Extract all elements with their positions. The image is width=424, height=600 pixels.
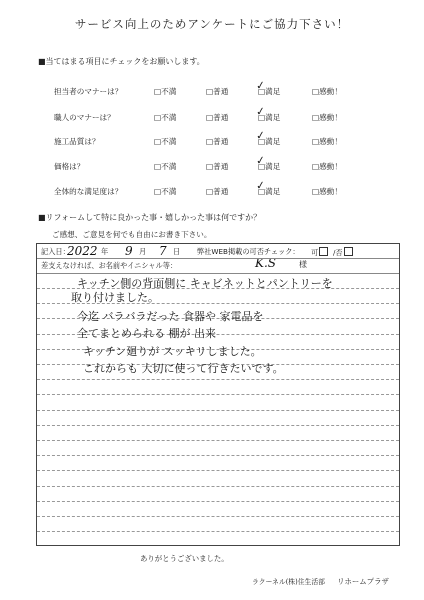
month-label: 月	[139, 247, 147, 256]
check-mark-icon: ✓	[255, 178, 267, 193]
company-name: ラクーネル(株)住生活部	[252, 578, 325, 586]
section-subheading: ご感想、ご意見を何でも自由にお書き下さい。	[52, 230, 212, 239]
ruled-line	[37, 425, 399, 426]
rating-option[interactable]	[312, 136, 342, 147]
web-permission-label: 弊社WEB掲載の可否チェック：	[197, 247, 300, 256]
rating-option[interactable]	[255, 178, 281, 197]
handwritten-line: これからも 大切に使って行きたいです。	[83, 362, 284, 375]
ruled-line	[37, 410, 399, 411]
ruled-line	[37, 440, 399, 441]
check-mark-icon: ✓	[255, 128, 267, 143]
ruled-line	[37, 531, 399, 532]
date-year: 2022	[67, 244, 98, 258]
rating-option-label: □不満	[154, 187, 177, 196]
ruled-line	[37, 455, 399, 456]
shop-name: リホームプラザ	[337, 577, 389, 586]
rating-option[interactable]	[154, 112, 176, 123]
comment-form	[36, 243, 400, 546]
day-label: 日	[173, 247, 181, 256]
rating-option-label: □感動！	[312, 162, 342, 171]
rating-option[interactable]	[312, 112, 342, 123]
rating-option-label: □満足	[258, 137, 281, 146]
rating-option-label: □満足	[258, 87, 281, 96]
customer-initials: K.S	[255, 256, 276, 270]
rating-option-label: □感動！	[312, 87, 342, 96]
question-row	[36, 104, 396, 124]
page-title: サービス向上のためアンケートにご協力下さい！	[74, 17, 350, 31]
footer	[252, 576, 389, 587]
ruled-line	[37, 516, 399, 517]
rating-option-label: □普通	[206, 87, 229, 96]
rating-option-label: □不満	[154, 113, 177, 122]
rating-option[interactable]	[206, 86, 228, 97]
web-yes-option[interactable]: 可	[311, 247, 329, 258]
ruled-line	[37, 486, 399, 487]
rating-option[interactable]	[255, 153, 281, 172]
thanks-text: ありがとうございました。	[140, 554, 229, 563]
web-no-option[interactable]: /否	[333, 247, 354, 258]
question-label: 価格は？	[54, 162, 85, 171]
rating-option[interactable]	[154, 136, 176, 147]
question-row	[36, 78, 396, 98]
honorific-label: 様	[299, 260, 307, 269]
handwritten-line: キッチン側の背面側に キャビネットとパントリーを	[77, 277, 333, 290]
section-heading-good-points: ■リフォームして特に良かった事・嬉しかった事は何ですか？	[38, 213, 262, 222]
date-month: 9	[125, 244, 133, 258]
handwritten-line: 全てまとめられる 棚が 出来	[77, 327, 216, 340]
ruled-line	[37, 258, 399, 259]
question-row	[36, 128, 396, 148]
rating-option[interactable]	[154, 161, 176, 172]
question-row	[36, 178, 396, 198]
rating-option[interactable]	[255, 128, 281, 147]
rating-option-label: □満足	[258, 187, 281, 196]
rating-option-label: □不満	[154, 87, 177, 96]
rating-option[interactable]	[312, 161, 342, 172]
rating-option-label: □感動！	[312, 113, 342, 122]
rating-option-label: □普通	[206, 187, 229, 196]
rating-option-label: □満足	[258, 113, 281, 122]
rating-option[interactable]	[154, 86, 176, 97]
check-mark-icon: ✓	[255, 153, 267, 168]
rating-option[interactable]	[206, 136, 228, 147]
instruction-text: ■当てはまる項目にチェックをお願いします。	[38, 57, 205, 66]
rating-option-label: □普通	[206, 137, 229, 146]
rating-option-label: □感動！	[312, 187, 342, 196]
question-label: 全体的な満足度は？	[54, 187, 123, 196]
rating-option-label: □不満	[154, 162, 177, 171]
rating-option-label: □満足	[258, 162, 281, 171]
handwritten-line: 取り付けました。	[71, 291, 159, 304]
date-label: 記入日：	[41, 247, 70, 256]
rating-option-label: □普通	[206, 113, 229, 122]
check-mark-icon: ✓	[255, 78, 267, 93]
year-label: 年	[101, 247, 109, 256]
question-label: 担当者のマナーは？	[54, 87, 123, 96]
rating-option-label: □不満	[154, 137, 177, 146]
rating-option[interactable]	[206, 161, 228, 172]
ruled-line	[37, 394, 399, 395]
ruled-line	[37, 379, 399, 380]
rating-option[interactable]	[206, 186, 228, 197]
handwritten-line: 今迄 バラバラだった 食器や 家電品を	[77, 310, 264, 323]
web-no-checkbox[interactable]	[344, 247, 353, 256]
question-row	[36, 153, 396, 173]
rating-option[interactable]	[154, 186, 176, 197]
rating-option-label: □普通	[206, 162, 229, 171]
ruled-line	[37, 501, 399, 502]
rating-option[interactable]	[312, 86, 342, 97]
question-label: 職人のマナーは？	[54, 113, 115, 122]
date-day: 7	[159, 244, 167, 258]
rating-option[interactable]	[206, 112, 228, 123]
rating-option[interactable]	[255, 104, 281, 123]
question-label: 施工品質は？	[54, 137, 100, 146]
handwritten-line: キッチン廻りが スッキリしました。	[83, 345, 262, 358]
rating-option-label: □感動！	[312, 137, 342, 146]
ruled-line	[37, 273, 399, 274]
ruled-line	[37, 470, 399, 471]
rating-option[interactable]	[312, 186, 342, 197]
name-prompt: 差支えなければ、お名前やイニシャル等：	[41, 261, 178, 270]
check-mark-icon: ✓	[255, 104, 267, 119]
web-yes-checkbox[interactable]	[319, 247, 328, 256]
rating-option[interactable]	[255, 78, 281, 97]
